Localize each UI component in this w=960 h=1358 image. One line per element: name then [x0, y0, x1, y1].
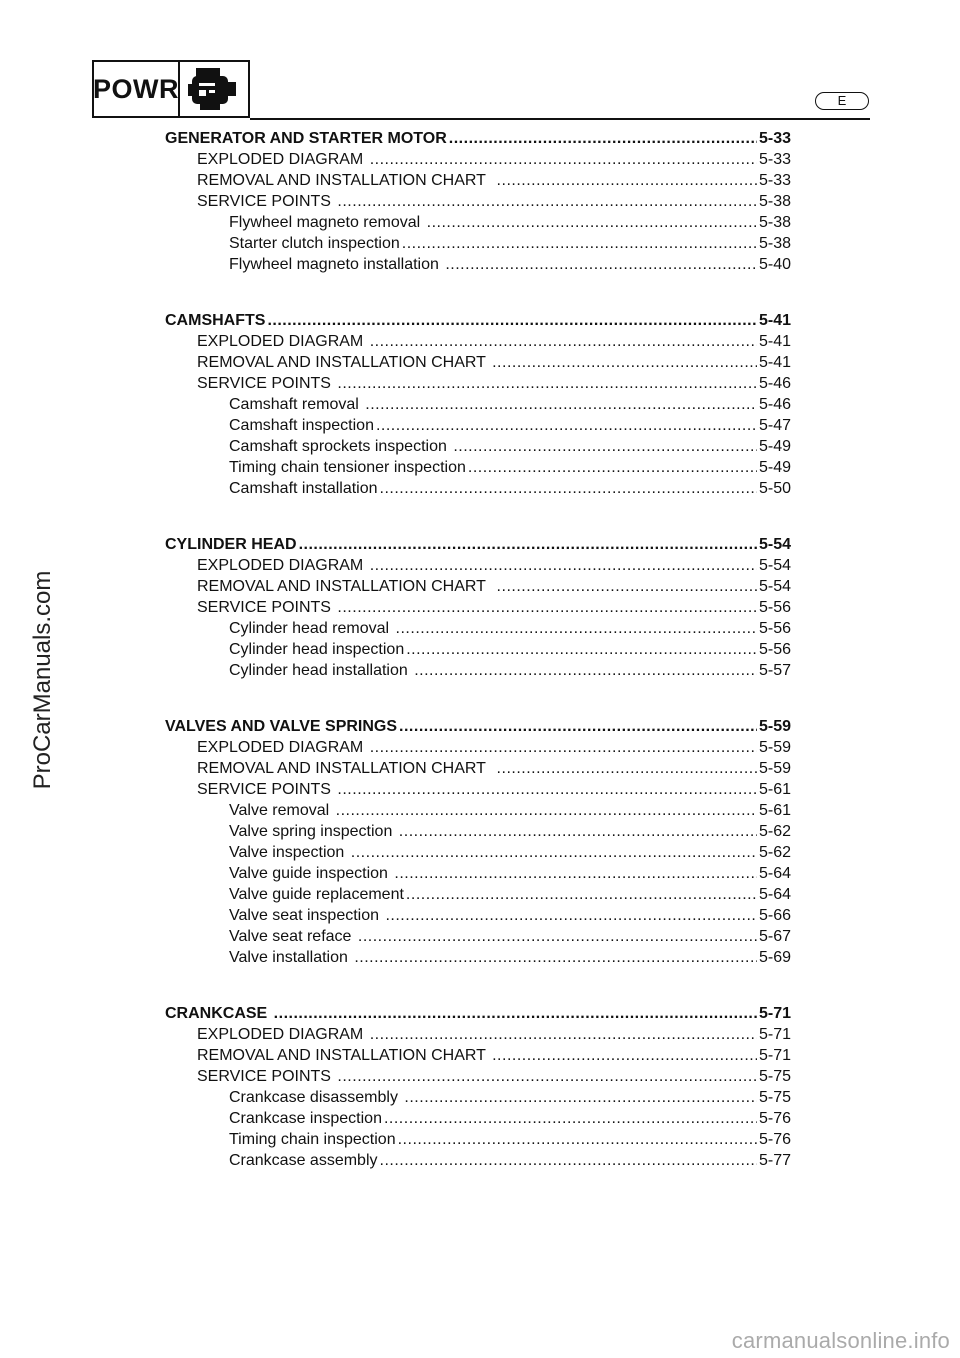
toc-subentry[interactable]: [165, 905, 791, 926]
dot-leader: [354, 947, 757, 968]
dot-leader: [399, 821, 757, 842]
toc-page-number: 5-64: [758, 886, 791, 903]
toc-entry-title: Valve removal: [229, 802, 334, 819]
toc-page-number: 5-46: [758, 396, 791, 413]
dot-leader: [299, 534, 757, 555]
dot-leader: [453, 436, 757, 457]
toc-page-number: 5-57: [758, 662, 791, 679]
toc-entry[interactable]: [165, 170, 791, 191]
dot-leader: [358, 926, 757, 947]
toc-entry[interactable]: [165, 779, 791, 800]
dot-leader: [449, 128, 757, 149]
toc-section: [165, 1003, 791, 1171]
toc-subentry[interactable]: [165, 660, 791, 681]
toc-entry[interactable]: [165, 1045, 791, 1066]
toc-subentry[interactable]: [165, 821, 791, 842]
dot-leader: [385, 905, 757, 926]
dot-leader: [398, 1129, 757, 1150]
toc-subentry[interactable]: [165, 1129, 791, 1150]
dot-leader: [384, 1108, 757, 1129]
dot-leader: [380, 1150, 757, 1171]
toc-entry-title: Camshaft sprockets inspection: [229, 438, 452, 455]
sidebar-watermark: ProCarManuals.com: [29, 570, 56, 790]
toc-page-number: 5-71: [758, 1026, 791, 1043]
toc-entry-title: SERVICE POINTS: [197, 193, 336, 210]
toc-entry-title: REMOVAL AND INSTALLATION CHART: [197, 354, 491, 371]
toc-entry-title: Valve spring inspection: [229, 823, 397, 840]
toc-entry-title: SERVICE POINTS: [197, 599, 336, 616]
toc-page-number: 5-64: [758, 865, 791, 882]
toc-entry-title: CAMSHAFTS: [165, 312, 266, 329]
toc-page-number: 5-56: [758, 641, 791, 658]
toc-entry[interactable]: [165, 597, 791, 618]
toc-entry-title: Valve guide replacement: [229, 886, 404, 903]
toc-entry-title: Starter clutch inspection: [229, 235, 400, 252]
toc-entry-title: Valve seat reface: [229, 928, 356, 945]
dot-leader: [468, 457, 757, 478]
dot-leader: [370, 331, 757, 352]
toc-subentry[interactable]: [165, 947, 791, 968]
toc-page-number: 5-56: [758, 599, 791, 616]
toc-entry[interactable]: [165, 191, 791, 212]
dot-leader: [427, 212, 757, 233]
toc-entry-title: Timing chain inspection: [229, 1131, 396, 1148]
toc-page-number: 5-59: [758, 718, 791, 735]
toc-section-heading[interactable]: [165, 310, 791, 331]
toc-entry-title: Cylinder head inspection: [229, 641, 405, 658]
section-badge: [92, 60, 250, 118]
dot-leader: [370, 737, 757, 758]
dot-leader: [337, 779, 757, 800]
toc-entry[interactable]: [165, 1066, 791, 1087]
toc-page-number: 5-47: [758, 417, 791, 434]
toc-subentry[interactable]: [165, 618, 791, 639]
toc-entry[interactable]: [165, 737, 791, 758]
toc-entry-title: SERVICE POINTS: [197, 781, 336, 798]
toc-page-number: 5-61: [758, 802, 791, 819]
toc-page-number: 5-54: [758, 536, 791, 553]
dot-leader: [380, 478, 757, 499]
toc-page-number: 5-59: [758, 739, 791, 756]
toc-page-number: 5-54: [758, 557, 791, 574]
toc-section-heading[interactable]: [165, 1003, 791, 1024]
dot-leader: [399, 716, 757, 737]
toc-entry-title: Flywheel magneto removal: [229, 214, 425, 231]
toc-page-number: 5-41: [758, 354, 791, 371]
toc-entry-title: REMOVAL AND INSTALLATION CHART: [197, 1047, 491, 1064]
toc-subentry[interactable]: [165, 436, 791, 457]
toc-subentry[interactable]: [165, 842, 791, 863]
toc-entry[interactable]: [165, 576, 791, 597]
dot-leader: [376, 415, 757, 436]
language-tag: E: [815, 92, 869, 110]
dot-leader: [404, 1087, 757, 1108]
toc-entry-title: Camshaft inspection: [229, 417, 374, 434]
toc-subentry[interactable]: [165, 457, 791, 478]
toc-entry[interactable]: [165, 555, 791, 576]
toc-page-number: 5-54: [758, 578, 791, 595]
dot-leader: [492, 1045, 757, 1066]
toc-subentry[interactable]: [165, 800, 791, 821]
toc-entry-title: Camshaft installation: [229, 480, 378, 497]
header-rule: [250, 118, 870, 120]
toc-page-number: 5-76: [758, 1110, 791, 1127]
engine-icon: [180, 62, 248, 116]
toc-section: [165, 534, 791, 681]
toc-entry-title: Cylinder head removal: [229, 620, 394, 637]
dot-leader: [497, 758, 757, 779]
dot-leader: [351, 842, 757, 863]
dot-leader: [370, 149, 757, 170]
toc-page-number: 5-49: [758, 438, 791, 455]
toc-entry-title: Valve installation: [229, 949, 353, 966]
toc-entry[interactable]: [165, 149, 791, 170]
toc-page-number: 5-40: [758, 256, 791, 273]
toc-entry[interactable]: [165, 758, 791, 779]
toc-page-number: 5-38: [758, 193, 791, 210]
toc-page-number: 5-77: [758, 1152, 791, 1169]
toc-entry-title: EXPLODED DIAGRAM: [197, 333, 368, 350]
toc-section: [165, 310, 791, 499]
dot-leader: [370, 555, 757, 576]
toc-entry-title: Valve seat inspection: [229, 907, 384, 924]
toc-entry[interactable]: [165, 373, 791, 394]
badge-label: POWR: [94, 62, 180, 116]
toc-page-number: 5-75: [758, 1089, 791, 1106]
toc-entry-title: Crankcase assembly: [229, 1152, 378, 1169]
toc-subentry[interactable]: [165, 394, 791, 415]
toc-page-number: 5-56: [758, 620, 791, 637]
toc-page-number: 5-61: [758, 781, 791, 798]
dot-leader: [337, 191, 757, 212]
toc-entry-title: Crankcase disassembly: [229, 1089, 403, 1106]
toc-section-heading[interactable]: [165, 128, 791, 149]
toc-entry[interactable]: [165, 1024, 791, 1045]
toc-entry-title: EXPLODED DIAGRAM: [197, 557, 368, 574]
dot-leader: [370, 1024, 757, 1045]
toc-entry-title: Cylinder head installation: [229, 662, 413, 679]
toc-entry-title: Camshaft removal: [229, 396, 364, 413]
toc-entry-title: CRANKCASE: [165, 1005, 272, 1022]
toc-page-number: 5-76: [758, 1131, 791, 1148]
dot-leader: [394, 863, 757, 884]
toc-page-number: 5-62: [758, 823, 791, 840]
table-of-contents: [165, 128, 791, 1206]
toc-page-number: 5-66: [758, 907, 791, 924]
toc-page-number: 5-38: [758, 214, 791, 231]
dot-leader: [337, 373, 757, 394]
dot-leader: [492, 352, 757, 373]
toc-entry-title: REMOVAL AND INSTALLATION CHART: [197, 760, 495, 777]
dot-leader: [406, 884, 757, 905]
dot-leader: [396, 618, 757, 639]
toc-section-heading[interactable]: [165, 534, 791, 555]
toc-section: [165, 716, 791, 968]
toc-entry[interactable]: [165, 331, 791, 352]
toc-page-number: 5-50: [758, 480, 791, 497]
dot-leader: [267, 310, 757, 331]
toc-subentry[interactable]: [165, 212, 791, 233]
toc-page-number: 5-71: [758, 1005, 791, 1022]
toc-page-number: 5-33: [758, 172, 791, 189]
toc-subentry[interactable]: [165, 639, 791, 660]
toc-entry-title: REMOVAL AND INSTALLATION CHART: [197, 578, 495, 595]
toc-page-number: 5-38: [758, 235, 791, 252]
toc-page-number: 5-71: [758, 1047, 791, 1064]
toc-entry-title: Flywheel magneto installation: [229, 256, 444, 273]
toc-page-number: 5-69: [758, 949, 791, 966]
dot-leader: [274, 1003, 757, 1024]
toc-entry[interactable]: [165, 352, 791, 373]
toc-entry-title: SERVICE POINTS: [197, 375, 336, 392]
toc-subentry[interactable]: [165, 478, 791, 499]
toc-page-number: 5-41: [758, 333, 791, 350]
toc-entry-title: EXPLODED DIAGRAM: [197, 1026, 368, 1043]
toc-entry-title: SERVICE POINTS: [197, 1068, 336, 1085]
toc-subentry[interactable]: [165, 1108, 791, 1129]
toc-page-number: 5-49: [758, 459, 791, 476]
toc-subentry[interactable]: [165, 415, 791, 436]
dot-leader: [414, 660, 757, 681]
dot-leader: [337, 1066, 757, 1087]
dot-leader: [337, 597, 757, 618]
toc-entry-title: Valve inspection: [229, 844, 349, 861]
toc-page-number: 5-33: [758, 130, 791, 147]
toc-entry-title: CYLINDER HEAD: [165, 536, 297, 553]
toc-entry-title: REMOVAL AND INSTALLATION CHART: [197, 172, 495, 189]
toc-subentry[interactable]: [165, 233, 791, 254]
toc-page-number: 5-33: [758, 151, 791, 168]
dot-leader: [497, 170, 757, 191]
toc-section: [165, 128, 791, 275]
toc-page-number: 5-59: [758, 760, 791, 777]
toc-subentry[interactable]: [165, 884, 791, 905]
toc-entry-title: Crankcase inspection: [229, 1110, 382, 1127]
toc-entry-title: Timing chain tensioner inspection: [229, 459, 466, 476]
toc-subentry[interactable]: [165, 863, 791, 884]
dot-leader: [402, 233, 757, 254]
toc-subentry[interactable]: [165, 1150, 791, 1171]
dot-leader: [497, 576, 757, 597]
toc-entry-title: Valve guide inspection: [229, 865, 393, 882]
toc-page-number: 5-41: [758, 312, 791, 329]
dot-leader: [445, 254, 757, 275]
toc-subentry[interactable]: [165, 1087, 791, 1108]
toc-page-number: 5-67: [758, 928, 791, 945]
toc-page-number: 5-75: [758, 1068, 791, 1085]
toc-page-number: 5-62: [758, 844, 791, 861]
footer-watermark: carmanualsonline.info: [731, 1328, 950, 1353]
toc-page-number: 5-46: [758, 375, 791, 392]
toc-subentry[interactable]: [165, 254, 791, 275]
dot-leader: [336, 800, 757, 821]
toc-section-heading[interactable]: [165, 716, 791, 737]
toc-entry-title: EXPLODED DIAGRAM: [197, 151, 368, 168]
toc-subentry[interactable]: [165, 926, 791, 947]
toc-entry-title: VALVES AND VALVE SPRINGS: [165, 718, 398, 735]
dot-leader: [365, 394, 757, 415]
dot-leader: [406, 639, 757, 660]
toc-entry-title: EXPLODED DIAGRAM: [197, 739, 368, 756]
toc-entry-title: GENERATOR AND STARTER MOTOR: [165, 130, 447, 147]
